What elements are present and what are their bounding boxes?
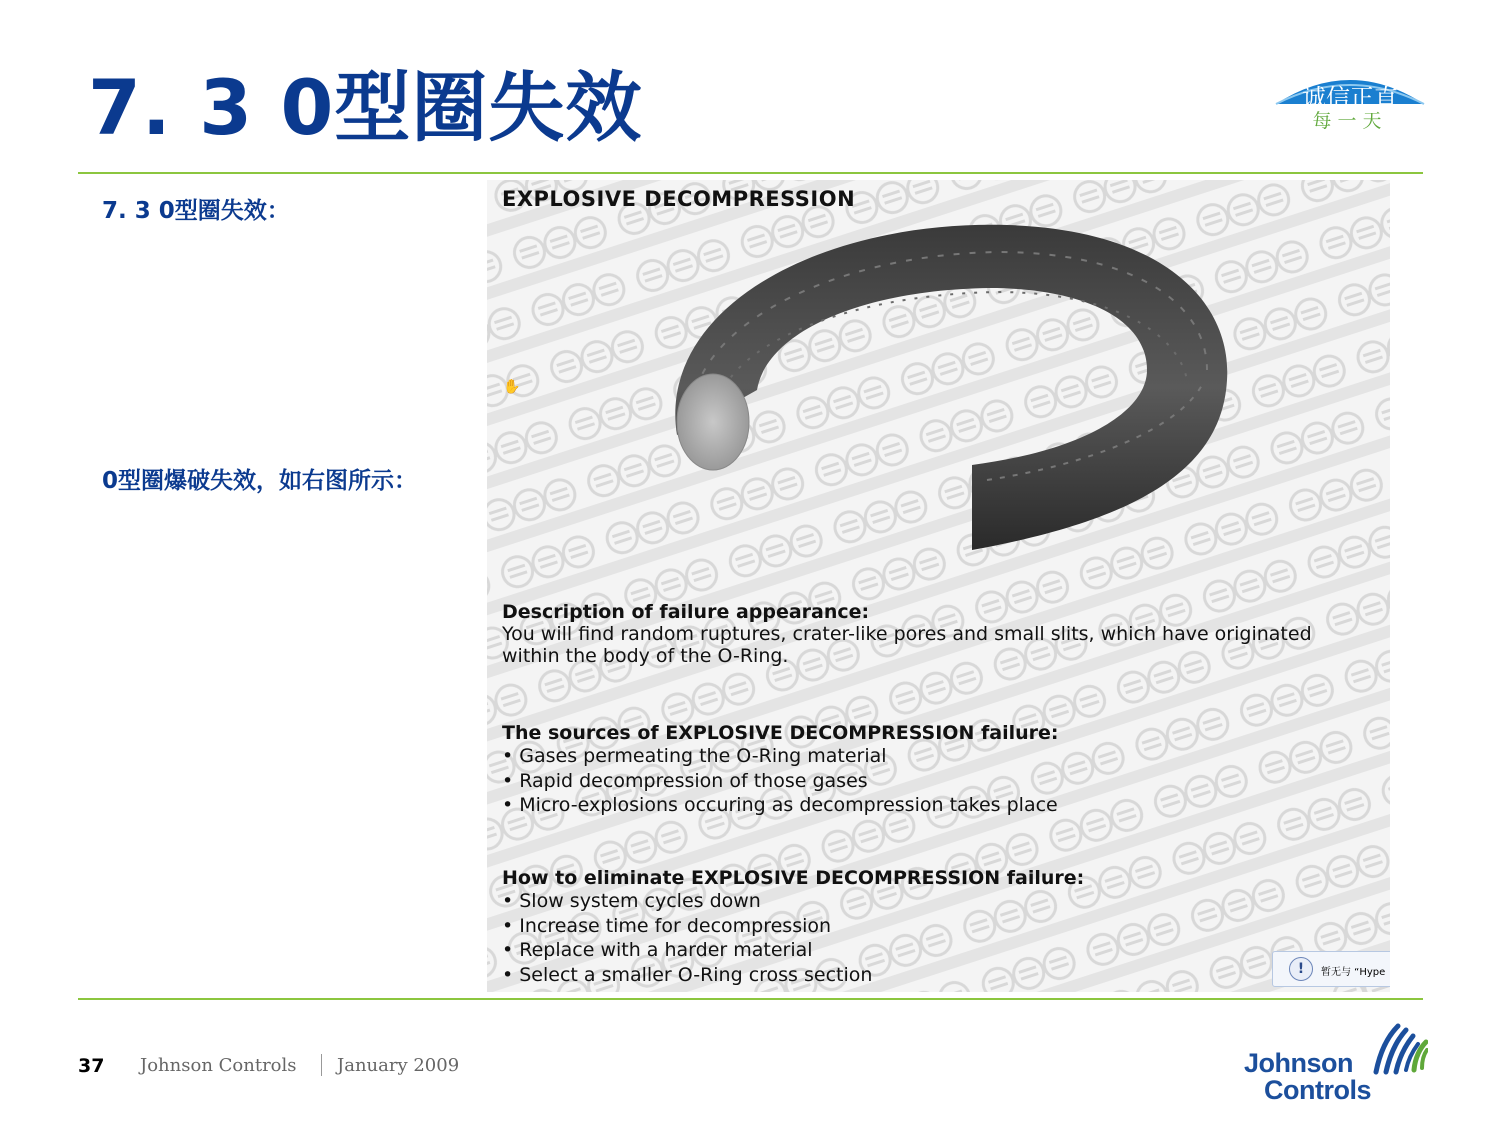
hand-cursor-icon: ✋ (503, 379, 521, 395)
description-line: within the body of the O-Ring. (502, 645, 789, 667)
list-item: • Replace with a harder material (502, 938, 1084, 963)
top-divider (78, 172, 1423, 174)
list-item: • Select a smaller O-Ring cross section (502, 963, 1084, 988)
list-item: • Slow system cycles down (502, 889, 1084, 914)
footer-company: Johnson Controls (140, 1055, 297, 1076)
logo-mark-icon (1370, 1022, 1428, 1077)
list-item: • Increase time for decompression (502, 914, 1084, 939)
slide-title: 7. 3 0型圈失效 (88, 63, 643, 152)
sources-block (502, 722, 1058, 818)
eliminate-heading: How to eliminate EXPLOSIVE DECOMPRESSION failure: (502, 867, 1085, 889)
sources-heading: The sources of EXPLOSIVE DECOMPRESSION failure: (502, 722, 1059, 744)
bottom-divider (78, 998, 1423, 1000)
johnson-controls-logo (1244, 1022, 1429, 1107)
list-item: • Gases permeating the O-Ring material (502, 744, 1058, 769)
sources-list (502, 744, 1058, 818)
notice-text: 暂无与 “Hype (1321, 967, 1386, 978)
eliminate-list (502, 889, 1084, 987)
figure-title: EXPLOSIVE DECOMPRESSION (502, 187, 856, 211)
list-item: • Micro-explosions occuring as decompression takes place (502, 793, 1058, 818)
description-block (502, 601, 1312, 667)
logo-line2: Controls (1264, 1075, 1371, 1105)
hyperlink-notice[interactable] (1272, 951, 1390, 987)
failure-figure (487, 180, 1390, 992)
footer-date: January 2009 (337, 1055, 460, 1076)
info-icon: ! (1289, 957, 1313, 981)
footer-separator (321, 1054, 322, 1076)
description-heading: Description of failure appearance: (502, 601, 870, 623)
page-number: 37 (78, 1055, 105, 1077)
badge-line1: 诚信正直 (1302, 84, 1398, 112)
badge-line2: 每一天 (1312, 110, 1388, 132)
description-line: You will find random ruptures, crater-like pores and small slits, which have originated (502, 623, 1312, 645)
integrity-badge (1274, 70, 1426, 130)
section-heading: 7. 3 0型圈失效： (102, 198, 290, 224)
logo-line1: Johnson (1244, 1048, 1353, 1078)
eliminate-block (502, 867, 1084, 987)
figure-caption: 0型圈爆破失效，如右图所示： (102, 468, 418, 494)
list-item: • Rapid decompression of those gases (502, 769, 1058, 794)
